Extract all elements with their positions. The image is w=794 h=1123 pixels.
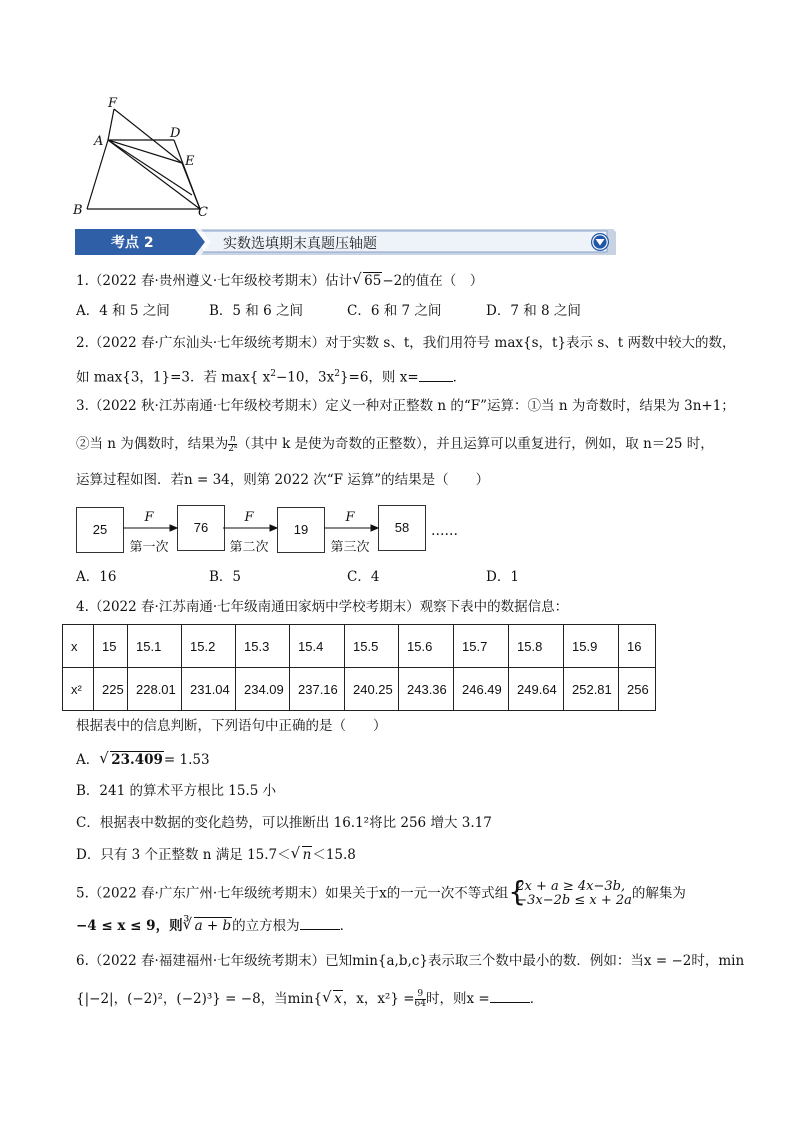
label-a: A	[94, 134, 104, 149]
q6-frac-den: 64	[414, 999, 426, 1009]
q5-sys-1: 2x + a ≥ 4x−3b,	[516, 879, 626, 894]
table-cell: 15.7	[454, 625, 509, 668]
question-2-line-1: 2.（2022 春·广东汕头·七年级统考期末）对于实数 s、t，我们用符号 max{s，t}表示 s、t 两数中较大的数，	[76, 335, 736, 351]
table-cell: 15.2	[182, 625, 236, 668]
q4-optA-post: = 1.53	[163, 752, 210, 768]
q4-option-c[interactable]: C．根据表中数据的变化趋势，可以推断出 16.1²将比 256 增大 3.17	[76, 815, 492, 831]
q1-option-a[interactable]: A．4 和 5 之间	[76, 303, 170, 319]
flow-box-1: 25	[76, 507, 124, 553]
table-cell: 15.3	[236, 625, 290, 668]
question-2-line-2	[76, 364, 466, 388]
flow-box-4: 58	[378, 505, 426, 551]
flow-box-2: 76	[177, 505, 225, 551]
answer-blank[interactable]	[300, 929, 340, 930]
question-5-line-1	[76, 875, 686, 908]
table-cell: 15.6	[399, 625, 454, 668]
cube-root-sign: ∛ a + b	[182, 915, 232, 934]
q1-radicand: 65	[364, 273, 382, 289]
data-table	[62, 624, 656, 711]
section-banner	[75, 229, 616, 253]
q1-option-b[interactable]: B．5 和 6 之间	[209, 303, 303, 319]
q2-line2-post: }=6，则 x=	[339, 369, 419, 386]
q5-line2-post: 的立方根为	[232, 918, 300, 934]
answer-blank[interactable]	[490, 1002, 530, 1003]
table-cell: 228.01	[128, 668, 182, 711]
q3-option-c[interactable]: C．4	[347, 569, 380, 585]
table-cell: x²	[63, 668, 94, 711]
q3-option-b[interactable]: B．5	[209, 569, 242, 585]
table-cell: 15.5	[345, 625, 399, 668]
question-4-stem: 4.（2022 春·江苏南通·七年级南通田家炳中学校考期末）观察下表中的数据信息：	[76, 599, 569, 615]
q4-optD-radicand: n	[302, 847, 312, 863]
table-cell: 231.04	[182, 668, 236, 711]
table-cell: 240.25	[345, 668, 399, 711]
q2-line2-pre: 如 max{3，1}=3．若 max{ x	[76, 369, 271, 386]
q2-line2-end: ．	[452, 369, 467, 386]
segment-a-c2	[108, 140, 192, 195]
q4-option-a[interactable]	[76, 750, 210, 770]
question-3-line-2	[76, 434, 714, 454]
q3-line2-post: （其中 k 是使为奇数的正整数），并且运算可以重复进行，例如，取 n＝25 时，	[237, 436, 714, 452]
segment-ab	[87, 140, 108, 209]
table-cell: 15.9	[564, 625, 619, 668]
flow-arrow-label-2: F	[244, 510, 254, 525]
table-cell: 15	[94, 625, 128, 668]
table-cell: 234.09	[236, 668, 290, 711]
q5-line2-rad: a + b	[194, 918, 232, 934]
chevron-down-circle-icon[interactable]	[590, 232, 610, 252]
fraction	[415, 990, 426, 1009]
inequality-system: { 2x + a ≥ 4x−3b, −3x−2b ≤ x + 2a	[508, 875, 632, 908]
q5-line1-pre: 5.（2022 春·广东广州·七年级统考期末）如果关于x的一元一次不等式组	[76, 885, 509, 902]
table-cell: 237.16	[290, 668, 345, 711]
q4-optD-post: ＜15.8	[312, 847, 356, 863]
q3-frac-num: n	[229, 434, 236, 444]
question-3-line-1: 3.（2022 秋·江苏南通·七年级校考期末）定义一种对正整数 n 的“F”运算：①当 n 为奇数时，结果为 3n+1；	[76, 398, 735, 414]
geometry-figure	[70, 95, 220, 223]
banner-tag: 考点 2	[111, 235, 154, 251]
q3-option-d[interactable]: D．1	[486, 569, 519, 585]
q6-line2-rad: x	[334, 991, 342, 1007]
q3-frac-den: 2ᵏ	[228, 444, 238, 454]
radical-sign: √ n	[290, 844, 312, 863]
question-4-prompt: 根据表中的信息判断，下列语句中正确的是（ ）	[76, 718, 387, 734]
q1-option-d[interactable]: D．7 和 8 之间	[486, 303, 581, 319]
label-d: D	[170, 126, 181, 141]
table-cell: 15.1	[128, 625, 182, 668]
q3-line2-pre: ②当 n 为偶数时，结果为	[76, 436, 229, 452]
flow-step-label-3: 第三次	[330, 540, 370, 555]
table-row	[63, 668, 656, 711]
q4-optA-pre: A．	[76, 752, 100, 768]
label-f: F	[108, 96, 118, 111]
banner-title: 实数选填期末真题压轴题	[223, 236, 377, 252]
question-6-line-1: 6.（2022 春·福建福州·七年级统考期末）已知min{a,b,c}表示取三个数中最小的数．例如：当x = −2时，min	[76, 953, 745, 969]
answer-blank[interactable]	[419, 381, 453, 382]
q2-line2-mid: −10，3x	[276, 369, 335, 386]
flow-ellipsis: ……	[431, 523, 458, 539]
table-cell: 252.81	[564, 668, 619, 711]
q2-sup-2: 2	[334, 369, 340, 379]
flow-step-label-2: 第二次	[229, 540, 269, 555]
table-cell: 15.4	[290, 625, 345, 668]
q2-sup-1: 2	[270, 369, 276, 379]
q6-line2-end: ．	[529, 991, 544, 1007]
q6-line2-post: 时，则x =	[426, 991, 490, 1007]
q1-stem-post: −2的值在（ ）	[382, 273, 484, 289]
q4-optD-pre: D．只有 3 个正整数 n 满足 15.7＜	[76, 847, 291, 863]
question-5-line-2	[76, 916, 353, 936]
q5-line2-pre: −4 ≤ x ≤ 9，则	[76, 918, 183, 934]
radical-sign: √ 65	[352, 270, 382, 289]
q5-line2-end: ．	[339, 918, 354, 934]
table-cell: 16	[619, 625, 656, 668]
flow-box-3: 19	[277, 507, 325, 553]
q5-line1-post: 的解集为	[631, 885, 686, 902]
radical-sign: √ x	[322, 988, 342, 1007]
table-cell: 256	[619, 668, 656, 711]
table-cell: 243.36	[399, 668, 454, 711]
q4-option-b[interactable]: B．241 的算术平方根比 15.5 小	[76, 783, 277, 799]
q1-stem-pre: 1.（2022 春·贵州遵义·七年级校考期末）估计	[76, 273, 353, 289]
fraction	[228, 435, 237, 454]
table-cell: 249.64	[509, 668, 564, 711]
question-3-line-3: 运算过程如图．若n = 34，则第 2022 次“F 运算”的结果是（ ）	[76, 472, 490, 488]
q4-option-d[interactable]	[76, 845, 356, 865]
label-c: C	[198, 205, 208, 220]
label-b: B	[73, 203, 83, 218]
segment-ae	[108, 140, 182, 163]
question-6-line-2	[76, 989, 543, 1009]
question-1-stem	[76, 271, 483, 291]
table-cell: x	[63, 625, 94, 668]
q3-option-a[interactable]: A．16	[76, 569, 117, 585]
q1-option-c[interactable]: C．6 和 7 之间	[347, 303, 442, 319]
q6-line2-mid: ，x，x²} =	[342, 991, 415, 1007]
label-e: E	[185, 154, 195, 169]
table-cell: 246.49	[454, 668, 509, 711]
radical-sign: √ 23.409	[99, 749, 163, 768]
flow-step-label-1: 第一次	[129, 540, 169, 555]
table-cell: 225	[94, 668, 128, 711]
flow-arrow-label-1: F	[144, 510, 154, 525]
q6-frac-num: 9	[415, 990, 426, 1000]
q6-line2-pre: {|−2|，(−2)²，(−2)³} = −8，当min{	[76, 991, 323, 1007]
table-row	[63, 625, 656, 668]
segment-fa	[108, 109, 114, 140]
q5-sys-2: −3x−2b ≤ x + 2a	[516, 893, 632, 908]
q4-optA-radicand: 23.409	[111, 752, 163, 768]
table-cell: 15.8	[509, 625, 564, 668]
flow-arrow-label-3: F	[345, 510, 355, 525]
